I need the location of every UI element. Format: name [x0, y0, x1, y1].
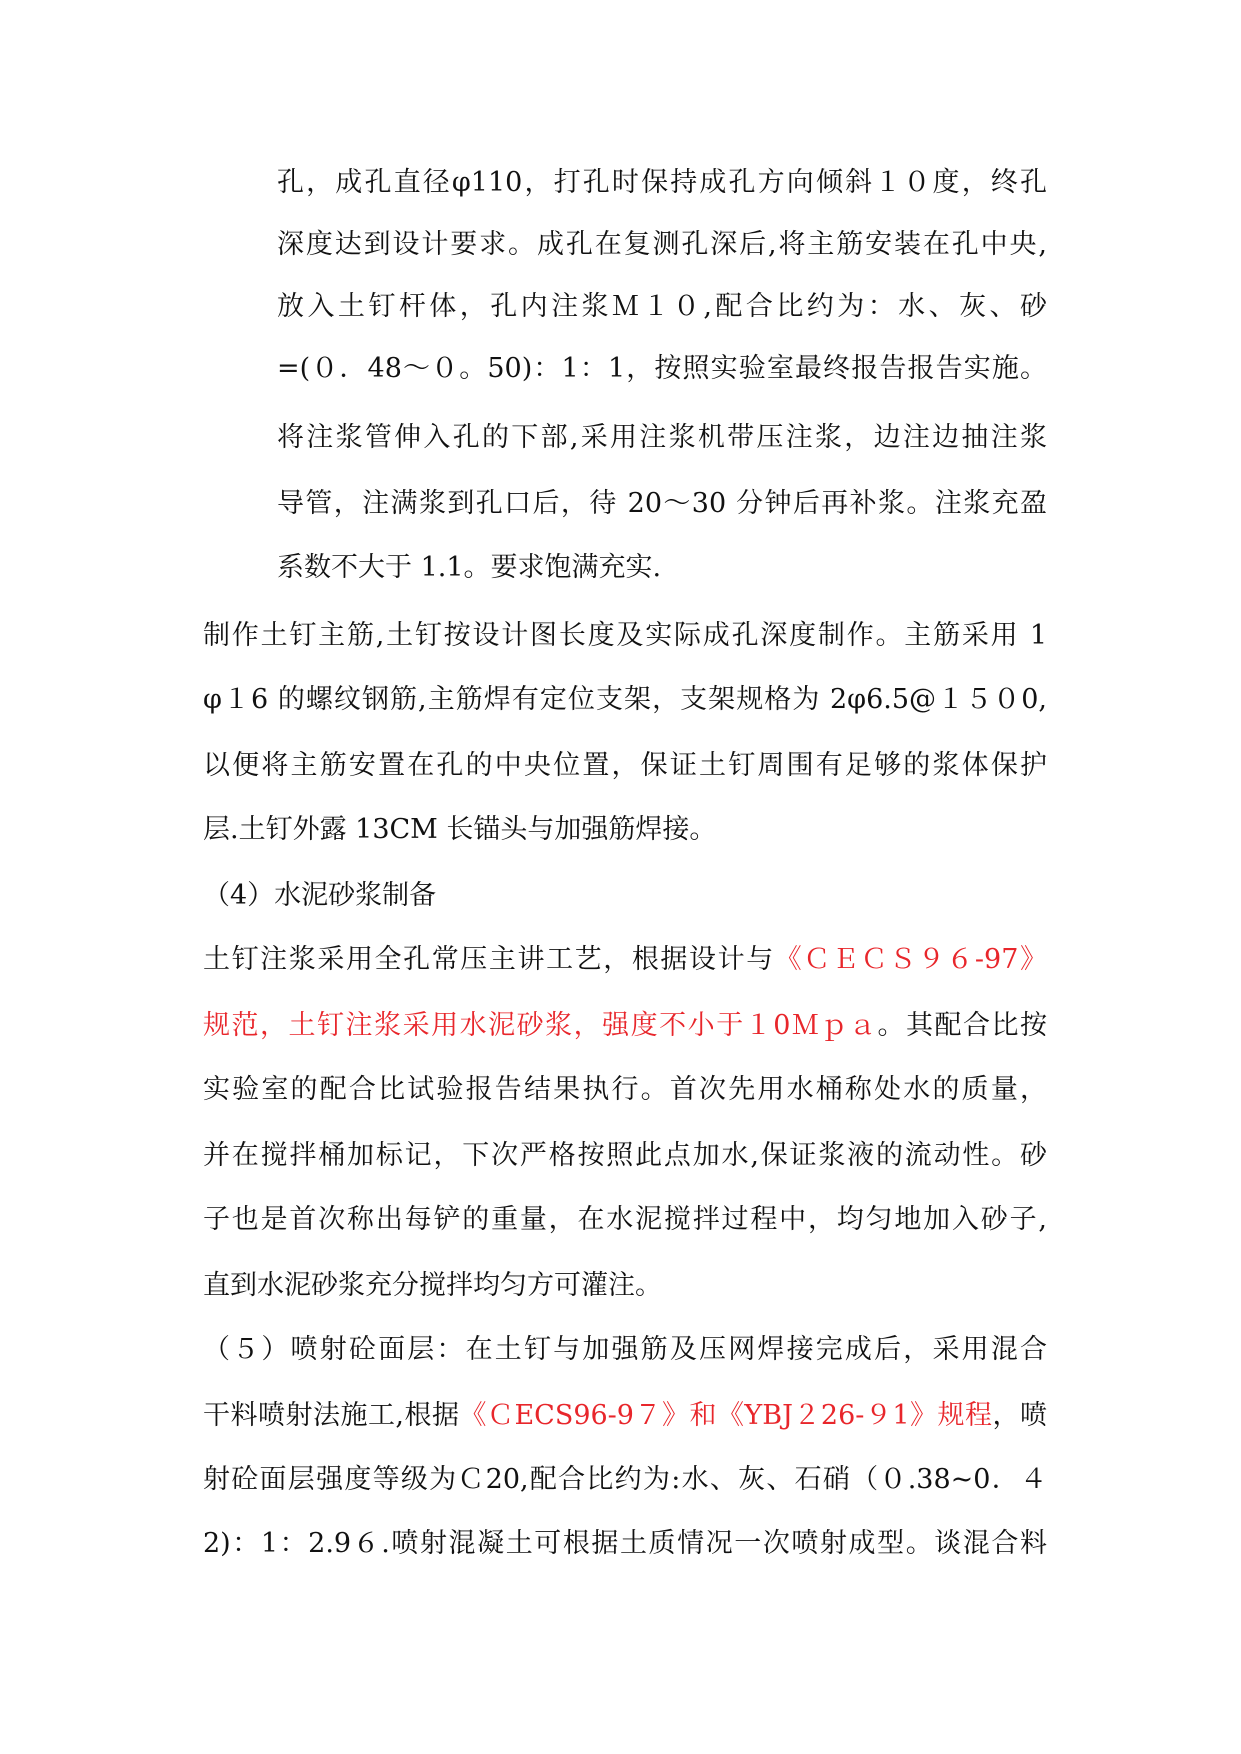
text-line	[277, 548, 1047, 588]
text-segment: 射砼面层强度等级为Ｃ20,配合比约为:水、灰、石硝（０.38~0．４	[203, 1464, 1047, 1495]
text-line	[203, 1070, 1047, 1110]
text-line	[203, 1200, 1047, 1240]
section-heading	[203, 876, 1047, 916]
text-segment: 直到水泥砂浆充分搅拌均匀方可灌注。	[203, 1270, 662, 1301]
text-line	[203, 746, 1047, 786]
text-line	[203, 680, 1047, 720]
highlighted-text: 规范，土钉注浆采用水泥砂浆，强度不小于１0Ｍｐａ	[203, 1010, 878, 1041]
text-segment: 干料喷射法施工,根据	[203, 1400, 460, 1431]
text-segment: 系数不大于 1.1。要求饱满充实.	[277, 552, 662, 583]
text-line	[203, 940, 1047, 980]
text-segment: （５）喷射砼面层：在土钉与加强筋及压网焊接完成后，采用混合	[203, 1334, 1047, 1365]
text-line	[277, 225, 1047, 265]
text-line	[277, 287, 1047, 327]
text-segment: 并在搅拌桶加标记，下次严格按照此点加水,保证浆液的流动性。砂	[203, 1140, 1047, 1171]
text-line	[203, 616, 1047, 656]
text-segment: φ１6 的螺纹钢筋,主筋焊有定位支架，支架规格为 2φ6.5@１５０0,	[203, 684, 1047, 715]
text-segment: 2)：1：2.9６.喷射混凝土可根据土质情况一次喷射成型。谈混合料	[203, 1528, 1047, 1559]
text-segment: 放入土钉杆体，孔内注浆Ｍ１０,配合比约为：水、灰、砂	[277, 291, 1047, 322]
text-segment: ，喷	[992, 1400, 1047, 1431]
text-segment: 子也是首次称出每铲的重量，在水泥搅拌过程中，均匀地加入砂子,	[203, 1204, 1047, 1235]
text-segment: 将注浆管伸入孔的下部,采用注浆机带压注浆，边注边抽注浆	[277, 422, 1047, 453]
highlighted-reference: 《ＣECS96-9７》和《YBJ２26-９1》规程	[459, 1400, 993, 1431]
section-heading	[203, 1330, 1047, 1370]
text-segment: 层.土钉外露 13CM 长锚头与加强筋焊接。	[203, 814, 717, 845]
text-line	[277, 349, 1047, 389]
highlighted-reference: 《ＣＥＣＳ９６-97》	[774, 944, 1047, 975]
text-segment: （4）水泥砂浆制备	[203, 880, 437, 911]
text-line	[203, 1396, 1047, 1436]
text-line	[203, 1524, 1047, 1564]
text-line	[203, 1136, 1047, 1176]
text-line	[203, 1460, 1047, 1500]
text-segment: 土钉注浆采用全孔常压主讲工艺，根据设计与	[203, 944, 775, 975]
text-segment: 孔，成孔直径φ110，打孔时保持成孔方向倾斜１０度，终孔	[277, 167, 1047, 198]
text-line	[277, 418, 1047, 458]
text-segment: 导管，注满浆到孔口后，待 20～30 分钟后再补浆。注浆充盈	[277, 488, 1047, 519]
text-line	[203, 1006, 1047, 1046]
text-segment: 制作土钉主筋,土钉按设计图长度及实际成孔深度制作。主筋采用 1	[203, 620, 1047, 651]
text-line	[277, 163, 1047, 203]
text-segment: 深度达到设计要求。成孔在复测孔深后,将主筋安装在孔中央,	[277, 229, 1047, 260]
text-segment: 以便将主筋安置在孔的中央位置，保证土钉周围有足够的浆体保护	[203, 750, 1047, 781]
text-segment: 实验室的配合比试验报告结果执行。首次先用水桶称处水的质量，	[203, 1074, 1047, 1105]
text-line	[203, 810, 1047, 850]
text-segment: 。其配合比按	[877, 1010, 1047, 1041]
text-line	[277, 484, 1047, 524]
text-segment: =(０．48～０。50)：1：1，按照实验室最终报告报告实施。	[277, 353, 1047, 384]
text-line	[203, 1266, 1047, 1306]
